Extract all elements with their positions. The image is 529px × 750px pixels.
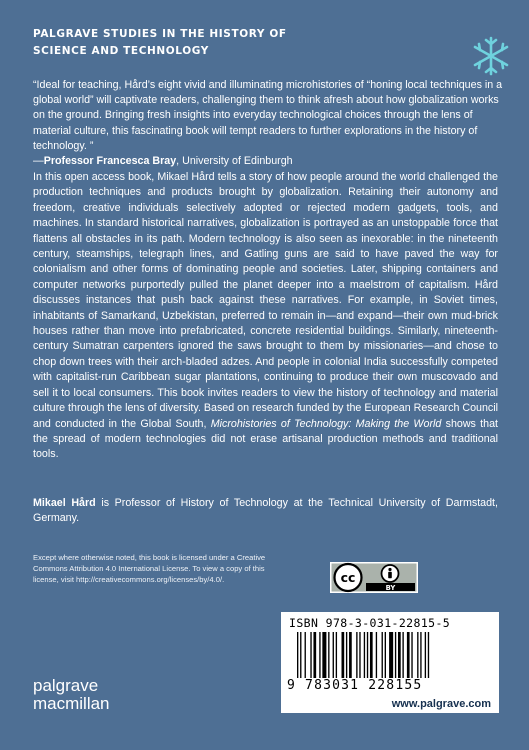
- publisher-url[interactable]: www.palgrave.com: [281, 696, 499, 713]
- barcode-bars: [295, 632, 485, 678]
- author-bio: [33, 496, 498, 527]
- series-title: [33, 26, 413, 60]
- cc-badge-by-label: BY: [385, 584, 396, 592]
- cc-badge-cc-text: cc: [340, 570, 356, 585]
- isbn-barcode: [281, 612, 499, 696]
- quote-author: Professor Francesca Bray: [43, 155, 177, 168]
- publisher-logo: [33, 677, 110, 713]
- license-notice: Except where otherwise noted, this book is licensed under a Creative Commons Attribution 4.0 International License. To view a copy of this license, visit http://creativecommons.org/licenses/by/4.0/.: [33, 553, 266, 584]
- series-title-line2: SCIENCE AND TECHNOLOGY: [33, 45, 209, 57]
- publisher-line1: palgrave: [33, 676, 99, 695]
- springer-nature-snowflake-logo-icon: [466, 32, 516, 80]
- quote-affiliation: , University of Edinburgh: [176, 155, 293, 168]
- quote-attribution: [33, 154, 503, 169]
- quote-text: “Ideal for teaching, Hård’s eight vivid and illuminating microhistories of “honing local techniques in a global world” will captivate readers, challenging them to think afresh about how globalization works on the ground. Bringing fresh insights into everyday technological choices through the lens of material culture, this fascinating book will tempt readers to further explorations in the history of technology. ”: [33, 79, 503, 152]
- author-name: Mikael Hård: [33, 497, 96, 509]
- isbn-number: ISBN 978-3-031-22815-5: [289, 616, 451, 630]
- endorsement-quote: [33, 78, 503, 169]
- description-part1: In this open access book, Mikael Hård tells a story of how people around the world challenged the production techniques and products brought by globalization. Retaining their autonomy and freedom, creative individuals selectively adopted or rejected modern gadgets, tools, and machines. In standard historical narratives, globalization is portrayed as an unstoppable force that flattens all obstacles in its path. Modern technology is also seen as inexorable: in the nineteenth century, steamships, telegraph lines, and Gatling guns are said to have paved the way for colonialism and other forms of dominating people and societies. Later, shipping containers and computer networks purportedly pulled the planet deeper into a maelstrom of capitalism. Hård discusses instances that push back against these narratives. For example, in Soviet times, inhabitants of Samarkand, Uzbekistan, preferred to remain in—and expand—their own mud-brick houses rather than move into prefabricated, concrete residential buildings. Similarly, nineteenth-century Sumatran carpenters ignored the saws brought to them by missionaries—and chose to chop down trees with their arch-bladed adzes. And people in colonial India successfully competed with capitalist-run Caribbean sugar plantations, continuing to produce their own muscovado and sell it to local consumers. This book invites readers to view the history of technology and material culture through the lens of diversity. Based on research funded by the European Research Council and conducted in the Global South,: [33, 171, 498, 430]
- series-title-line1: PALGRAVE STUDIES IN THE HISTORY OF: [33, 28, 287, 40]
- publisher-line2: macmillan: [33, 694, 110, 713]
- book-description: [33, 170, 498, 463]
- creative-commons-by-badge-icon: [330, 562, 418, 593]
- barcode-digits: 9 783031 228155: [287, 678, 423, 693]
- author-bio-text: is Professor of History of Technology at the Technical University of Darmstadt, Germany.: [33, 497, 498, 525]
- quote-dash: —: [33, 155, 44, 168]
- description-part2: shows that the spread of modern technologies did not erase artisanal production methods and traditional tools.: [33, 417, 498, 461]
- description-book-title: Microhistories of Technology: Making the World: [210, 417, 442, 430]
